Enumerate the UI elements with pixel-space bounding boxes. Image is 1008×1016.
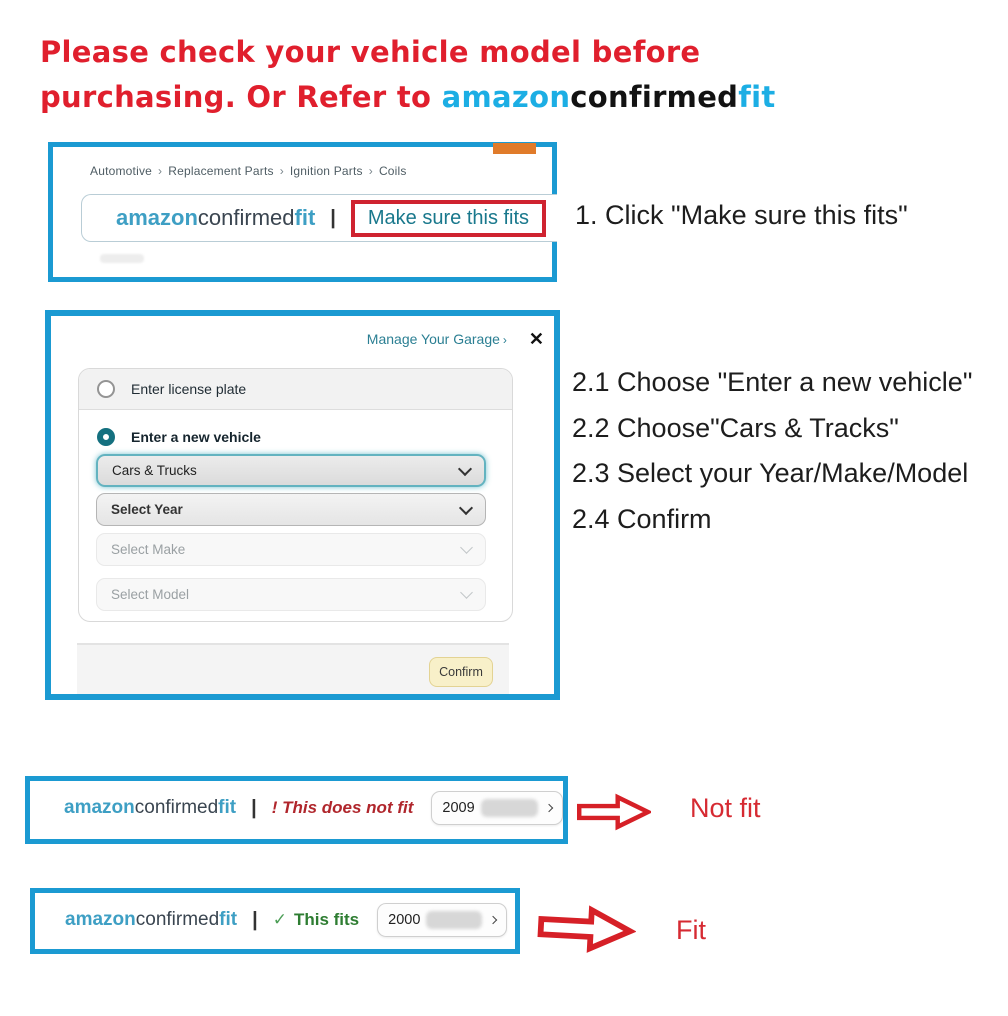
breadcrumb-item[interactable]: Ignition Parts [289,164,363,178]
breadcrumb-separator: › [368,164,373,178]
page-title-line1: Please check your vehicle model before [40,35,701,69]
fit-label: Fit [676,915,706,945]
vehicle-picker-card [78,368,513,622]
blurred-vehicle-name [481,799,538,817]
vehicle-year: 2009 [442,800,475,816]
close-icon[interactable]: ✕ [528,329,544,349]
license-plate-option[interactable] [79,369,512,410]
breadcrumb-separator: › [279,164,284,178]
year-select[interactable] [96,493,486,526]
new-vehicle-option[interactable] [79,416,512,458]
chevron-down-icon [460,541,473,554]
blurred-artifact [100,254,144,263]
orange-accent-bar [493,143,536,154]
fit-example-panel [30,888,520,954]
this-fits-status: ✓ This fits [272,910,360,929]
brand-amazon: amazon [441,80,571,114]
instruction-step2 [572,360,972,542]
instruction-step2-3: 2.3 Select your Year/Make/Model [572,458,969,488]
breadcrumb [90,164,407,178]
amazon-confirmed-fit-logo: amazonconfirmedfit [64,797,237,818]
confirmed-fit-bar [81,194,557,242]
manage-your-garage-link[interactable]: Manage Your Garage › [366,331,507,347]
chevron-down-icon [545,804,553,812]
chevron-right-icon: › [502,333,507,347]
chevron-down-icon [459,500,473,514]
brand-fit: fit [738,80,776,114]
breadcrumb-item[interactable]: Coils [378,164,407,178]
breadcrumb-item[interactable]: Automotive [90,164,153,178]
divider: | [330,206,336,229]
chevron-down-icon [489,916,497,924]
vehicle-year: 2000 [388,912,421,928]
vehicle-dropdown[interactable] [431,791,563,825]
step1-screenshot-panel [48,142,557,282]
instruction-step2-1: 2.1 Choose "Enter a new vehicle" [572,367,973,397]
breadcrumb-item[interactable]: Replacement Parts [168,164,274,178]
model-select-value: Select Model [111,587,190,602]
page-title-line2: purchasing. Or Refer to amazonconfirmedfit [40,80,776,114]
chevron-down-icon [460,586,473,599]
model-select [96,578,486,611]
divider: | [251,796,257,819]
fit-row [35,903,515,937]
amazon-confirmed-fit-logo: amazonconfirmedfit [65,909,238,930]
make-select-value: Select Make [111,542,186,557]
radio-unselected-icon[interactable] [97,380,115,398]
make-sure-this-fits-link[interactable]: Make sure this fits [351,200,546,237]
breadcrumb-separator: › [158,164,163,178]
right-arrow-icon [577,791,651,833]
page-title [40,30,776,120]
does-not-fit-status: ! This does not fit [271,798,414,817]
amazon-confirmed-fit-logo: amazonconfirmedfit [116,205,316,230]
confirm-button[interactable]: Confirm [429,657,493,687]
divider: | [252,908,258,931]
instruction-step1: 1. Click "Make sure this fits" [575,200,908,230]
notfit-row [30,791,563,825]
vehicle-type-value: Cars & Trucks [112,463,197,478]
new-vehicle-label: Enter a new vehicle [131,429,261,445]
checkmark-icon: ✓ [272,910,287,929]
vehicle-dropdown[interactable] [377,903,507,937]
vehicle-type-select[interactable] [96,454,486,487]
year-select-value: Select Year [111,502,183,517]
radio-selected-icon[interactable] [97,428,115,446]
brand-confirmed: confirmed [570,80,739,114]
license-plate-label: Enter license plate [131,381,247,397]
instruction-step2-4: 2.4 Confirm [572,503,712,534]
blurred-vehicle-name [426,911,482,929]
chevron-down-icon [458,461,472,475]
notfit-label: Not fit [690,793,761,823]
make-select [96,533,486,566]
garage-modal-header [367,330,544,348]
right-arrow-icon [535,902,637,955]
garage-modal-panel [45,310,560,700]
notfit-example-panel [25,776,568,844]
instruction-step2-2: 2.2 Choose"Cars & Tracks" [572,412,899,443]
